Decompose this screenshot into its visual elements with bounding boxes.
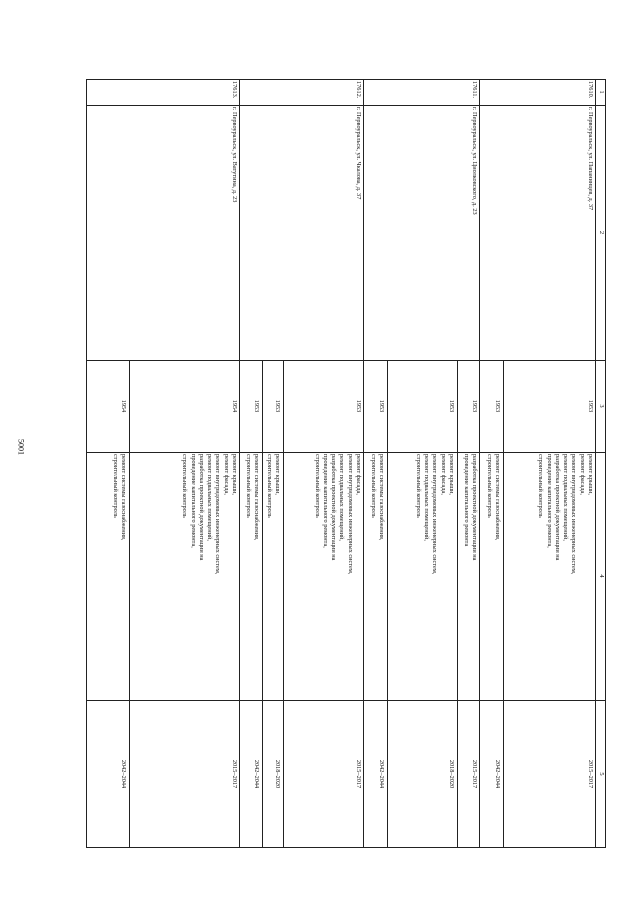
entry-period: 2015–2017 — [587, 759, 594, 789]
work-line: ремонт системы газоснабжения, — [120, 454, 127, 541]
entry-period: 2018–2020 — [274, 759, 281, 789]
header-col-1: 1 — [595, 79, 606, 105]
entry-year: 1953 — [355, 399, 362, 413]
entry-year: 1954 — [120, 399, 127, 413]
capital-repair-table — [86, 79, 606, 848]
work-line: ремонт фасада, — [355, 454, 362, 495]
work-line: ремонт фасада, — [439, 454, 447, 495]
entry-period: 2018–2020 — [448, 759, 455, 789]
entry-period: 2015–2017 — [355, 759, 362, 789]
work-line: строительный контроль — [369, 454, 377, 518]
work-line: ремонт внутридомовых инженерных систем, — [570, 454, 578, 575]
work-line: ремонт подвальных помещений, — [562, 454, 570, 541]
entry-year: 1953 — [253, 399, 260, 413]
work-line: ремонт системы газоснабжения, — [494, 454, 501, 541]
entry-period: 2015–2017 — [231, 759, 238, 789]
page-number: 5001 — [16, 439, 26, 455]
work-line: проведение капитального ремонта — [462, 454, 470, 547]
entry-year: 1953 — [494, 399, 501, 413]
work-line: ремонт внутридомовых инженерных систем, — [214, 454, 222, 575]
table-frame — [86, 79, 606, 848]
work-line: строительный контроль — [414, 454, 422, 518]
work-line: ремонт подвальных помещений, — [206, 454, 214, 541]
row-address: г. Первоуральск, ул. Циолковского, д. 23 — [471, 107, 478, 215]
entry-year: 1953 — [587, 399, 594, 413]
work-line: ремонт системы газоснабжения, — [378, 454, 385, 541]
header-col-5: 5 — [595, 700, 606, 848]
entry-period: 2042–2044 — [120, 759, 127, 789]
work-line: строительный контроль — [181, 454, 189, 518]
entry-period: 2042–2044 — [494, 759, 501, 789]
row-number: 17610. — [587, 81, 594, 99]
row-number: 17612. — [355, 81, 362, 99]
work-line: ремонт системы газоснабжения, — [253, 454, 260, 541]
work-line: ремонт крыши, — [448, 454, 455, 496]
work-line: ремонт подвальных помещений, — [338, 454, 346, 541]
work-line: ремонт внутридомовых инженерных систем, — [431, 454, 439, 575]
header-col-3: 3 — [595, 360, 606, 452]
work-line: ремонт фасада, — [578, 454, 586, 495]
entry-year: 1953 — [471, 399, 478, 413]
rotated-page-area — [86, 79, 606, 848]
entry-year: 1953 — [378, 399, 385, 413]
work-line: проведение капитального ремонта, — [189, 454, 197, 548]
row-address: г. Первоуральск, ул. Чкалова, д. 37 — [355, 107, 362, 200]
row-address: г. Первоуральск, ул. Ватутина, д. 23 — [231, 107, 238, 203]
work-line: строительный контроль — [111, 454, 119, 518]
entry-period: 2042–2044 — [378, 759, 385, 789]
header-col-2: 2 — [595, 105, 606, 360]
work-line: разработка проектной документации на — [553, 454, 561, 561]
work-line: ремонт фасада, — [222, 454, 230, 495]
work-line: ремонт крыши, — [274, 454, 281, 496]
work-line: ремонт подвальных помещений, — [423, 454, 431, 541]
entry-year: 1954 — [231, 399, 238, 413]
work-line: строительный контроль — [244, 454, 252, 518]
entry-period: 2042–2044 — [253, 759, 260, 789]
work-line: разработка проектной документации на — [197, 454, 205, 561]
work-line: ремонт внутридомовых инженерных систем, — [346, 454, 354, 575]
work-line: строительный контроль — [313, 454, 321, 518]
entry-year: 1953 — [274, 399, 281, 413]
work-line: строительный контроль — [265, 454, 273, 518]
row-number: 17613. — [231, 81, 238, 99]
work-line: разработка проектной документации на — [471, 454, 478, 561]
work-line: проведение капитального ремонта, — [321, 454, 329, 548]
work-line: разработка проектной документации на — [330, 454, 338, 561]
work-line: строительный контроль — [537, 454, 545, 518]
header-col-4: 4 — [595, 452, 606, 700]
row-address: г. Первоуральск, ул. Папанинцев, д. 37 — [587, 107, 594, 211]
work-line: строительный контроль — [485, 454, 493, 518]
entry-period: 2015–2017 — [471, 759, 478, 789]
entry-year: 1953 — [448, 399, 455, 413]
work-line: проведение капитального ремонта, — [545, 454, 553, 548]
row-number: 17611. — [471, 81, 478, 99]
work-line: ремонт крыши, — [231, 454, 238, 496]
work-line: ремонт крыши, — [587, 454, 594, 496]
